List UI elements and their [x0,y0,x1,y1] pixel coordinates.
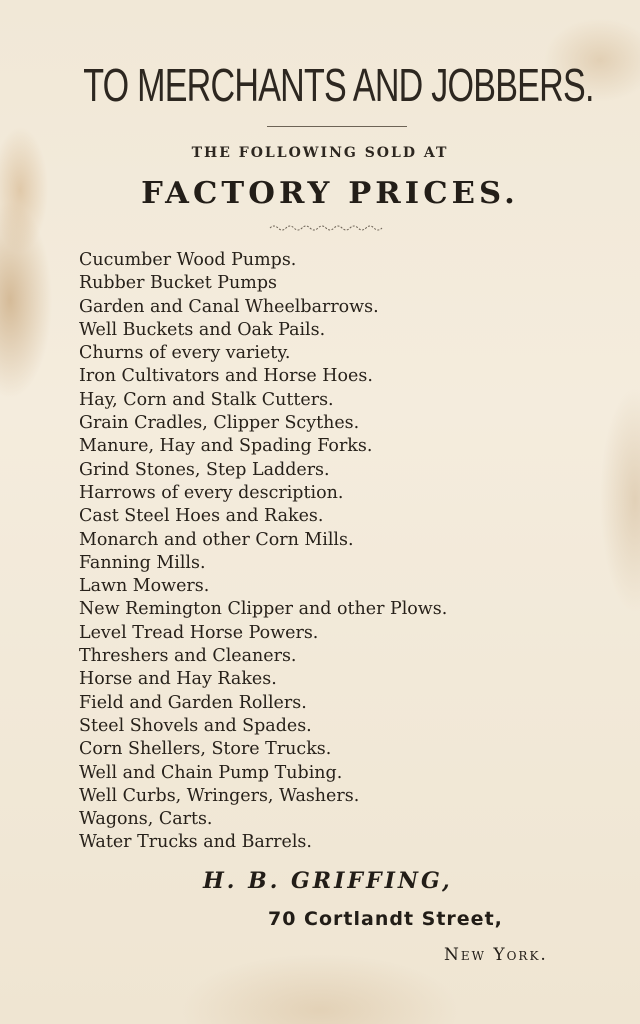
list-item: Rubber Bucket Pumps [79,272,278,294]
list-item: New Remington Clipper and other Plows. [79,598,448,620]
list-item: Field and Garden Rollers. [79,691,307,713]
list-item: Level Tread Horse Powers. [79,621,319,643]
list-item: Grain Cradles, Clipper Scythes. [79,412,360,434]
list-item: Water Trucks and Barrels. [79,831,312,853]
list-item: Well and Chain Pump Tubing. [79,761,343,783]
list-item: Steel Shovels and Spades. [79,714,312,736]
list-item: Grind Stones, Step Ladders. [79,458,330,480]
list-item: Churns of every variety. [79,342,291,364]
list-item: Corn Shellers, Store Trucks. [79,738,332,760]
list-item: Lawn Mowers. [79,575,210,597]
list-item: Harrows of every description. [79,481,344,503]
list-item: Cast Steel Hoes and Rakes. [79,505,324,527]
ornament-divider-icon [268,222,386,234]
city-name: New York. [444,945,548,965]
product-list [79,248,459,854]
list-item: Well Curbs, Wringers, Washers. [79,784,360,806]
list-item: Well Buckets and Oak Pails. [79,318,326,340]
street-address: 70 Cortlandt Street, [268,908,503,930]
page-title: TO MERCHANTS AND JOBBERS. [83,59,594,111]
company-name: H. B. GRIFFING, [203,868,453,894]
list-item: Hay, Corn and Stalk Cutters. [79,388,334,410]
subtitle: THE FOLLOWING SOLD AT [191,145,449,161]
list-item: Wagons, Carts. [79,808,213,830]
list-item: Garden and Canal Wheelbarrows. [79,295,379,317]
list-item: Threshers and Cleaners. [79,645,297,667]
list-item: Fanning Mills. [79,551,206,573]
list-item: Horse and Hay Rakes. [79,668,277,690]
list-item: Cucumber Wood Pumps. [79,249,297,270]
list-item: Monarch and other Corn Mills. [79,528,354,550]
title-divider [267,126,407,127]
list-item: Manure, Hay and Spading Forks. [79,435,373,457]
list-item: Iron Cultivators and Horse Hoes. [79,365,373,387]
headline: FACTORY PRICES. [141,176,519,211]
